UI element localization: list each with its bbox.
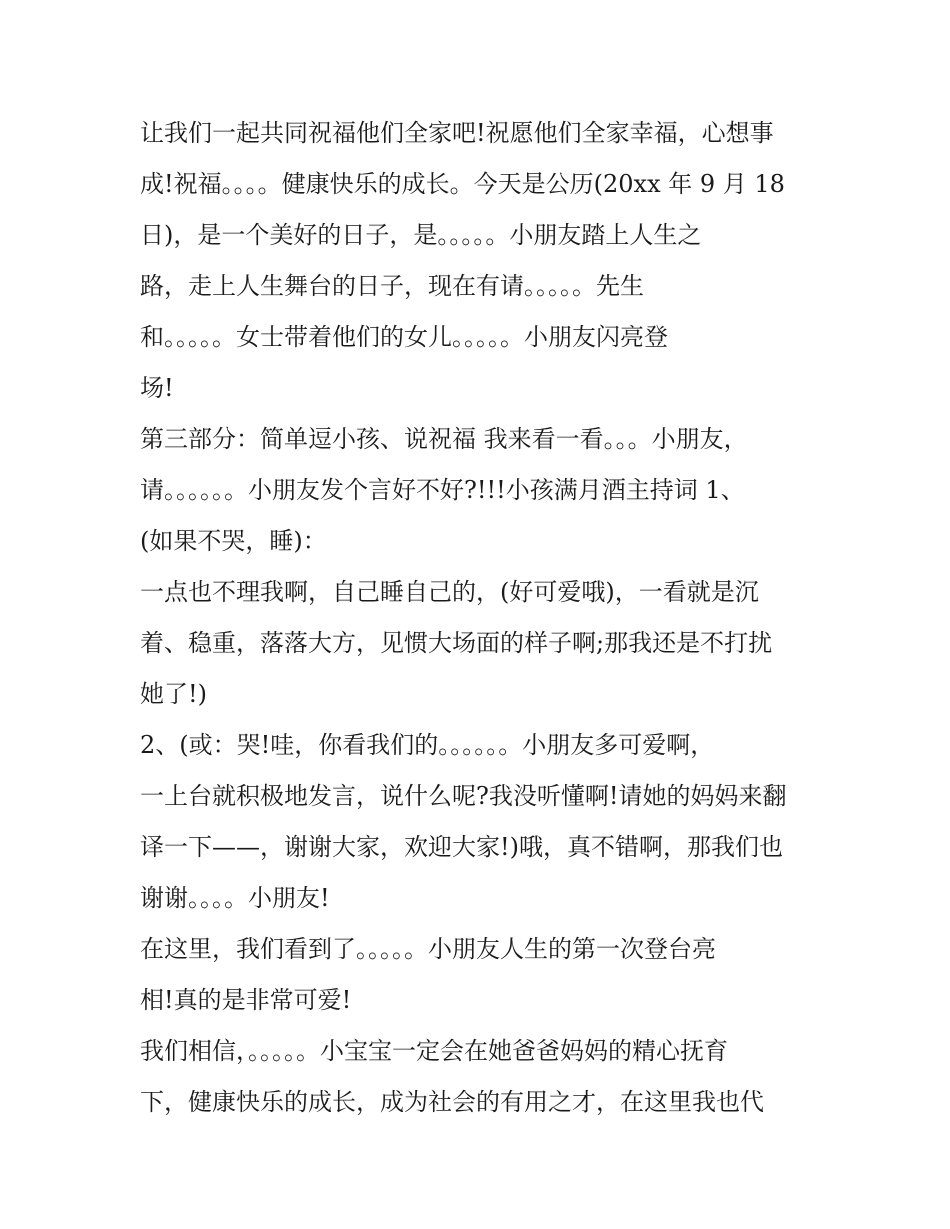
- text-line: 第三部分：简单逗小孩、说祝福 我来看一看。。。小朋友，: [140, 425, 748, 453]
- text-line: 我们相信，。。。。。小宝宝一定会在她爸爸妈妈的精心抚育: [140, 1037, 728, 1065]
- text-line: (如果不哭，睡)：: [140, 527, 327, 555]
- text-line: 一点也不理我啊，自己睡自己的，(好可爱哦)，一看就是沉: [140, 578, 759, 606]
- body-text: [140, 108, 820, 1128]
- text-line: 下，健康快乐的成长，成为社会的有用之才，在这里我也代: [140, 1088, 764, 1116]
- text-line: 2、(或：哭!哇，你看我们的。。。。。。小朋友多可爱啊，: [140, 731, 715, 759]
- text-line: 和。。。。。女士带着他们的女儿。。。。。小朋友闪亮登: [140, 323, 668, 351]
- text-line: 谢谢。。。。小朋友!: [140, 884, 330, 912]
- text-line: 她了!): [140, 680, 208, 708]
- text-line: 着、稳重，落落大方，见惯大场面的样子啊;那我还是不打扰: [140, 629, 773, 657]
- text-line: 让我们一起共同祝福他们全家吧!祝愿他们全家幸福，心想事: [140, 119, 774, 147]
- text-line: 相!真的是非常可爱!: [140, 986, 352, 1014]
- text-line: 成!祝福。。。。健康快乐的成长。今天是公历(20xx 年 9 月 18: [140, 170, 785, 198]
- text-line: 场!: [140, 374, 174, 402]
- text-line: 译一下——，谢谢大家，欢迎大家!)哦，真不错啊，那我们也: [140, 833, 784, 861]
- text-line: 一上台就积极地发言，说什么呢?我没听懂啊!请她的妈妈来翻: [140, 782, 787, 810]
- text-line: 路，走上人生舞台的日子，现在有请。。。。。先生: [140, 272, 644, 300]
- text-line: 请。。。。。。小朋友发个言好不好?!!!小孩满月酒主持词 1、: [140, 476, 745, 504]
- text-line: 日)，是一个美好的日子，是。。。。。小朋友踏上人生之: [140, 221, 702, 249]
- text-line: 在这里，我们看到了。。。。。小朋友人生的第一次登台亮: [140, 935, 716, 963]
